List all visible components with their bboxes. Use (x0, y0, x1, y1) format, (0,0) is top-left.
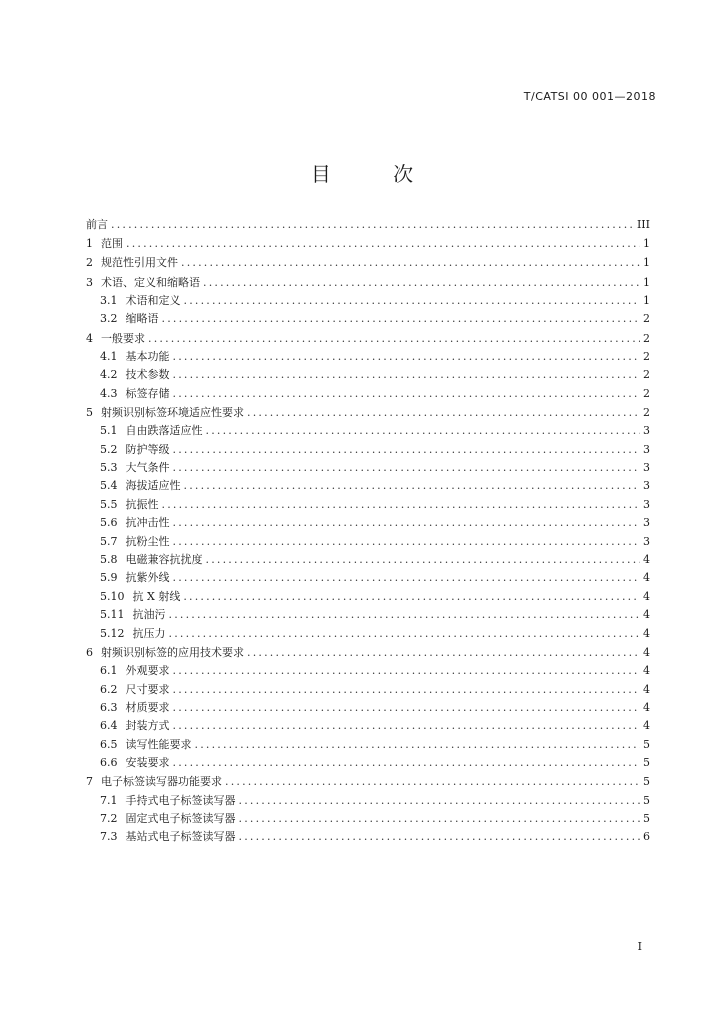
dot-leader (173, 443, 641, 457)
toc-entry[interactable] (86, 424, 650, 438)
toc-entry-title: 外观要求 (125, 664, 170, 678)
toc-entry-number: 3.2 (100, 312, 118, 326)
toc-entry-title: 术语、定义和缩略语 (101, 275, 200, 289)
toc-entry-title: 抗冲击性 (125, 516, 170, 530)
toc-entry-page: 2 (643, 405, 650, 419)
toc-entry-title: 射频识别标签环境适应性要求 (101, 405, 244, 419)
toc-entry-page: 5 (643, 756, 650, 770)
dot-leader (169, 627, 641, 641)
dot-leader (206, 553, 641, 567)
toc-entry-page: III (636, 218, 650, 231)
toc-entry-number: 5.9 (100, 571, 118, 585)
toc-entry[interactable] (86, 387, 650, 401)
toc-entry[interactable] (86, 237, 650, 251)
toc-entry-title: 抗振性 (125, 497, 159, 511)
toc-entry-page: 6 (643, 830, 650, 844)
toc-entry-page: 4 (643, 626, 650, 640)
toc-entry[interactable] (86, 498, 650, 512)
toc-entry-title: 读写性能要求 (125, 737, 192, 751)
toc-entry-title: 基本功能 (125, 349, 170, 363)
toc-entry-title: 规范性引用文件 (101, 256, 178, 270)
toc-entry-title: 封装方式 (125, 719, 170, 733)
toc-entry-page: 3 (643, 516, 650, 530)
toc-entry-title: 抗压力 (132, 626, 166, 640)
toc-entry-number: 7.2 (100, 812, 118, 826)
toc-entry[interactable] (86, 479, 650, 493)
dot-leader (173, 701, 641, 715)
dot-leader (247, 406, 640, 420)
dot-leader (247, 646, 640, 660)
toc-entry-number: 5.5 (100, 497, 118, 511)
dot-leader (203, 276, 640, 290)
toc-entry-title: 大气条件 (125, 461, 170, 475)
toc-entry[interactable] (86, 406, 650, 420)
toc-entry-title: 抗粉尘性 (125, 534, 170, 548)
toc-entry-title: 范围 (101, 237, 123, 251)
table-of-contents (86, 218, 650, 844)
dot-leader (173, 535, 641, 549)
toc-entry-page: 3 (643, 442, 650, 456)
dot-leader (183, 590, 640, 604)
toc-entry-title: 一般要求 (101, 331, 145, 345)
toc-entry[interactable] (86, 627, 650, 641)
toc-entry-page: 2 (643, 312, 650, 326)
toc-entry[interactable] (86, 368, 650, 382)
toc-entry-title: 技术参数 (125, 368, 170, 382)
toc-entry-title: 标签存储 (125, 386, 170, 400)
dot-leader (162, 498, 641, 512)
toc-entry[interactable] (86, 276, 650, 290)
toc-entry-number: 6 (86, 645, 93, 659)
dot-leader (173, 756, 641, 770)
toc-entry-title: 防护等级 (125, 442, 170, 456)
toc-entry[interactable] (86, 332, 650, 346)
toc-entry[interactable] (86, 571, 650, 585)
dot-leader (173, 368, 641, 382)
toc-entry-page: 1 (643, 256, 650, 270)
toc-entry-number: 5.10 (100, 589, 125, 603)
toc-entry-title: 电磁兼容抗扰度 (125, 553, 203, 567)
document-code: T/CATSI 00 001—2018 (523, 90, 656, 103)
dot-leader (184, 479, 641, 493)
toc-entry-page: 1 (643, 237, 650, 251)
toc-entry-number: 5.6 (100, 516, 118, 530)
toc-entry-page: 3 (643, 479, 650, 493)
dot-leader (173, 664, 641, 678)
toc-entry-page: 4 (643, 553, 650, 567)
toc-entry-number: 7.3 (100, 830, 118, 844)
toc-entry[interactable] (86, 294, 650, 308)
toc-entry-page: 1 (643, 275, 650, 289)
dot-leader (184, 294, 641, 308)
toc-entry-page: 3 (643, 497, 650, 511)
toc-entry-number: 5.2 (100, 442, 118, 456)
dot-leader (162, 312, 641, 326)
toc-entry-page: 2 (643, 349, 650, 363)
toc-entry-page: 2 (643, 368, 650, 382)
toc-entry[interactable] (86, 516, 650, 530)
toc-entry-number: 6.4 (100, 719, 118, 733)
toc-entry-number: 3.1 (100, 293, 118, 307)
toc-entry[interactable] (86, 701, 650, 715)
toc-entry-page: 2 (643, 386, 650, 400)
toc-entry-title: 尺寸要求 (125, 682, 170, 696)
toc-entry-number: 6.5 (100, 737, 118, 751)
toc-entry-title: 电子标签读写器功能要求 (101, 775, 222, 789)
toc-entry-number: 4.1 (100, 349, 118, 363)
page-number: I (637, 940, 642, 953)
toc-entry-title: 术语和定义 (125, 293, 181, 307)
toc-entry[interactable] (86, 535, 650, 549)
toc-entry-number: 3 (86, 275, 93, 289)
toc-entry[interactable] (86, 608, 650, 622)
toc-entry-title: 安装要求 (125, 756, 170, 770)
toc-entry[interactable] (86, 756, 650, 770)
toc-entry-page: 3 (643, 534, 650, 548)
dot-leader (239, 812, 641, 826)
toc-entry[interactable] (86, 312, 650, 326)
toc-entry-page: 4 (643, 645, 650, 659)
toc-entry[interactable] (86, 646, 650, 660)
dot-leader (173, 350, 641, 364)
toc-entry-title: 固定式电子标签读写器 (125, 812, 236, 826)
toc-entry[interactable] (86, 461, 650, 475)
toc-entry[interactable] (86, 553, 650, 567)
toc-entry-page: 3 (643, 424, 650, 438)
toc-entry-page: 4 (643, 571, 650, 585)
toc-entry-number: 2 (86, 256, 93, 270)
toc-entry[interactable] (86, 830, 650, 844)
toc-entry-number: 6.6 (100, 756, 118, 770)
toc-entry[interactable] (86, 256, 650, 270)
dot-leader (181, 256, 640, 270)
toc-entry-page: 4 (643, 589, 650, 603)
toc-entry-number: 7 (86, 775, 93, 789)
toc-entry[interactable] (86, 719, 650, 733)
dot-leader (173, 719, 641, 733)
toc-entry-number: 5.4 (100, 479, 118, 493)
toc-entry-number: 5.12 (100, 626, 125, 640)
toc-entry-page: 4 (643, 664, 650, 678)
toc-entry[interactable] (86, 738, 650, 752)
toc-entry[interactable] (86, 812, 650, 826)
toc-entry-number: 4.3 (100, 386, 118, 400)
toc-entry-title: 自由跌落适应性 (125, 424, 203, 438)
toc-entry[interactable] (86, 443, 650, 457)
toc-entry-page: 4 (643, 700, 650, 714)
toc-entry-page: 3 (643, 461, 650, 475)
toc-entry-title: 抗紫外线 (125, 571, 170, 585)
toc-entry-title: 抗油污 (132, 608, 166, 622)
toc-entry-title: 材质要求 (125, 700, 170, 714)
dot-leader (206, 424, 641, 438)
toc-entry-title: 抗 X 射线 (132, 589, 181, 603)
toc-entry-number: 6.2 (100, 682, 118, 696)
toc-entry-page: 4 (643, 608, 650, 622)
toc-entry-page: 4 (643, 682, 650, 696)
toc-entry-number: 5.7 (100, 534, 118, 548)
toc-entry[interactable] (86, 683, 650, 697)
dot-leader (239, 830, 641, 844)
toc-entry-number: 7.1 (100, 793, 118, 807)
toc-entry-title: 射频识别标签的应用技术要求 (101, 645, 244, 659)
dot-leader (173, 461, 641, 475)
toc-entry-number: 5.3 (100, 461, 118, 475)
toc-entry-page: 1 (643, 293, 650, 307)
toc-entry-title: 前言 (86, 218, 108, 231)
dot-leader (173, 516, 641, 530)
toc-entry-number: 5 (86, 405, 93, 419)
dot-leader (173, 571, 641, 585)
toc-entry-title: 海拔适应性 (125, 479, 181, 493)
toc-entry-page: 5 (643, 793, 650, 807)
toc-entry[interactable] (86, 590, 650, 604)
dot-leader (169, 608, 641, 622)
toc-entry-number: 6.1 (100, 664, 118, 678)
toc-entry-page: 5 (643, 812, 650, 826)
dot-leader (195, 738, 641, 752)
toc-entry-number: 1 (86, 237, 93, 251)
toc-entry-page: 5 (643, 775, 650, 789)
toc-entry-page: 4 (643, 719, 650, 733)
toc-entry[interactable] (86, 775, 650, 789)
toc-entry-title: 手持式电子标签读写器 (125, 793, 236, 807)
dot-leader (126, 237, 640, 251)
dot-leader (239, 794, 641, 808)
toc-entry-page: 5 (643, 737, 650, 751)
toc-entry-number: 6.3 (100, 700, 118, 714)
toc-entry-title: 缩略语 (125, 312, 159, 326)
dot-leader (111, 218, 634, 232)
dot-leader (173, 387, 641, 401)
toc-entry-number: 5.11 (100, 608, 125, 622)
toc-entry-number: 5.1 (100, 424, 118, 438)
toc-entry-page: 2 (643, 331, 650, 345)
toc-entry-number: 4.2 (100, 368, 118, 382)
page-title: 目 次 (310, 162, 442, 186)
toc-entry[interactable] (86, 218, 650, 232)
toc-entry[interactable] (86, 350, 650, 364)
toc-entry-number: 4 (86, 331, 93, 345)
dot-leader (148, 332, 640, 346)
dot-leader (225, 775, 640, 789)
dot-leader (173, 683, 641, 697)
toc-entry[interactable] (86, 794, 650, 808)
toc-entry-title: 基站式电子标签读写器 (125, 830, 236, 844)
toc-entry[interactable] (86, 664, 650, 678)
toc-entry-number: 5.8 (100, 553, 118, 567)
